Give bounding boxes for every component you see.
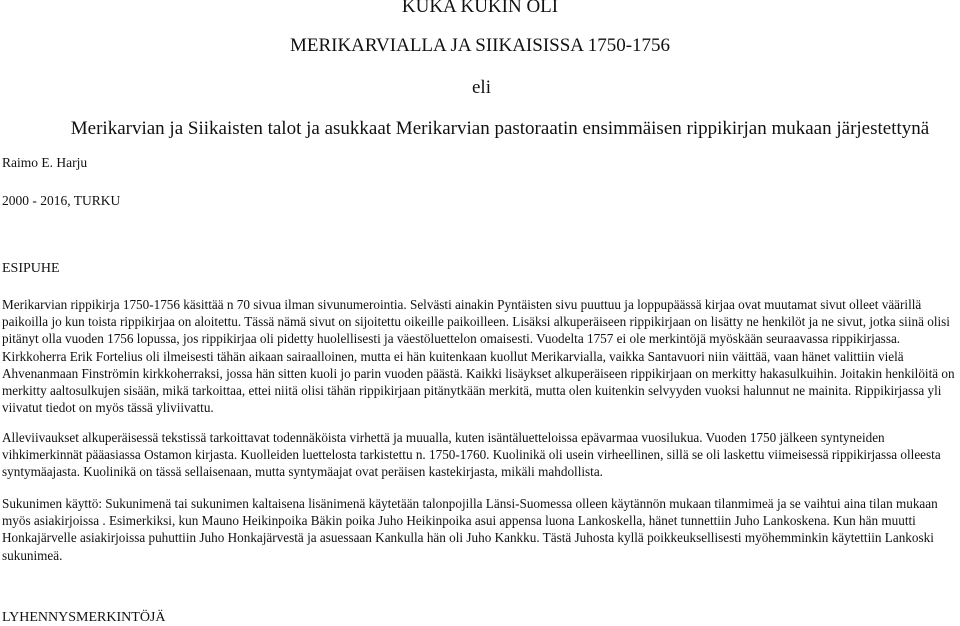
author-name: Raimo E. Harju — [2, 155, 88, 170]
paragraph-1: Merikarvian rippikirja 1750-1756 käsittää n 70 sivua ilman sivunumerointia. Selvästi ainakin Pyntäisten sivu puuttuu ja loppupäässä kirjaa ovat muutamat sivut olleet väärillä paikoilla jo kun toista rippikirjaa on aloitettu. Tässä nämä sivut on sijoitettu oikeille paikoilleen. Lisäksi alkuperäiseen rippikirjaan on lisätty ne henkilöt ja ne sivut, jotka siinä olisi pitänyt olla vuoden 1756 lopussa, jos rippikirjaa oli pidetty huolellisesti ja väestöluettelon omaisesti. Vuodelta 1757 ei ole merkintöjä myöskään seuraavassa rippikirjassa. Kirkkoherra Erik Fortelius oli ilmeisesti tähän aikaan sairaalloinen, mutta ei hän kuitenkaan kuollut Merikarvialla, vaikka Santavuori niin väittää, vaan hänet valittiin vielä Ahvenanmaan Finströmin kirkkoherraksi, jossa hän sitten kuoli jo parin vuoden päästä. Kaikki lisäykset alkuperäiseen rippikirjaan on merkitty hakasulkuihin. Joitakin henkilöitä on merkitty aaltosulkujen sisään, mikä tarkoittaa, ettei niitä olisi tähän rippikirjaan pitänytkään merkitä, mutta olen kuitenkin selvyyden vuoksi halunnut ne mainita. Rippikirjassa yli viivatut tiedot on myös tässä yliviivattu. — [2, 297, 955, 416]
title-line-3: eli — [472, 77, 491, 98]
paragraph-3: Sukunimen käyttö: Sukunimenä tai sukunimen kaltaisena lisänimenä käytetään talonpojilla Länsi-Suomessa olleen käytännön mukaan tilanmimeä ja se vaihtui aina tilan mukaan myös asiakirjoissa . Esimerkiksi, kun Mauno Heikinpoika Bäkin poika Juho Heikinpoika asui appensa luona Lankoskella, hänet tunnettiin Juho Lankoskena. Kun hän muutti Honkajärvelle asiakirjoissa puhuttiin Juho Honkajärvestä ja asuessaan Kankulla hän oli Juho Kankku. Tästä Juhosta kyllä poikkeuksellisesti myöhemminkin käytettiin Lankoski sukunimeä. — [2, 496, 938, 563]
section-heading-abbreviations: LYHENNYSMERKINTÖJÄ — [2, 610, 166, 625]
title-line-1: KUKA KUKIN OLI — [401, 0, 559, 17]
title-line-2: MERIKARVIALLA JA SIIKAISISSA 1750-1756 — [289, 35, 671, 56]
paragraph-2: Alleviivaukset alkuperäisessä tekstissä tarkoittavat todennäköista virhettä ja muualla, kuten isäntäluetteloissa epävarmaa vuosilukua. Vuoden 1750 jälkeen syntyneiden vihkimerkinnät pääasiassa Ostamon kirjasta. Kuolleiden luettelosta tarkistettu n. 1750-1760. Kuolinikä oli usein virheellinen, sillä se oli laskettu viimeisessä rippikirjassa olleesta syntymäajasta. Kuolinikä on tässä sellaisenaan, mutta syntymäajat ovat peräisen kastekirjasta, mikäli mahdollista. — [2, 430, 941, 480]
section-heading-esipuhe: ESIPUHE — [2, 261, 60, 276]
date-place: 2000 - 2016, TURKU — [2, 193, 121, 208]
title-line-4: Merikarvian ja Siikaisten talot ja asukkaat Merikarvian pastoraatin ensimmäisen rippikirjan mukaan järjestettynä — [70, 118, 930, 139]
